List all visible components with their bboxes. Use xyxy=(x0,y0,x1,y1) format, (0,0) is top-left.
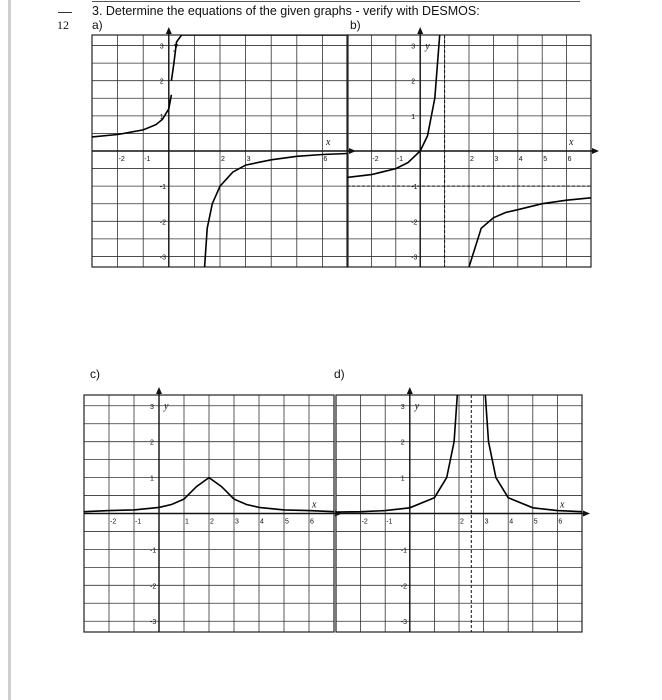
y-tick-label: 2 xyxy=(411,78,416,86)
x-tick-label: 6 xyxy=(310,518,314,526)
y-tick-label: 1 xyxy=(400,475,405,483)
curve-b-1 xyxy=(347,35,440,177)
x-tick-label: 2 xyxy=(470,156,474,163)
x-tick-label: 6 xyxy=(567,156,572,163)
y-tick-label: 2 xyxy=(159,78,164,86)
x-axis-label-a: x xyxy=(326,137,331,148)
y-tick-label: 1 xyxy=(411,113,416,121)
y-tick-label: 3 xyxy=(159,43,164,51)
x-tick-label: -2 xyxy=(361,518,368,526)
y-axis-label-a: y xyxy=(173,41,179,52)
panel-label-a: a) xyxy=(92,18,103,32)
y-tick-label: -1 xyxy=(411,184,418,192)
y-axis-label-b: y xyxy=(425,41,430,52)
question-text: 3. Determine the equations of the given graphs - verify with DESMOS: xyxy=(92,4,480,18)
x-tick-label: -1 xyxy=(396,156,404,163)
y-tick-label: -3 xyxy=(150,619,157,627)
x-tick-label: 3 xyxy=(484,518,489,526)
y-axis-arrow-b xyxy=(417,27,423,34)
x-tick-label: 1 xyxy=(185,518,189,526)
x-tick-label: -2 xyxy=(110,518,117,526)
x-axis-label-c: x xyxy=(312,499,317,511)
x-tick-label: 2 xyxy=(460,518,464,526)
x-axis-label-d: x xyxy=(560,499,565,511)
x-tick-label: -1 xyxy=(386,518,393,526)
x-tick-label: -1 xyxy=(135,518,142,526)
y-tick-label: -2 xyxy=(150,583,157,591)
x-tick-label: -2 xyxy=(372,156,379,163)
panel-label-b: b) xyxy=(350,18,361,32)
x-tick-label: 3 xyxy=(235,518,239,526)
x-tick-label: 4 xyxy=(509,518,514,526)
x-axis-arrow-b xyxy=(592,148,599,154)
question-number-rule xyxy=(58,12,72,13)
y-axis-arrow-d xyxy=(407,387,413,394)
y-tick-label: 3 xyxy=(411,43,416,51)
x-tick-label: 2 xyxy=(221,156,225,163)
x-axis-label-b: x xyxy=(569,137,574,148)
x-axis-arrow-d xyxy=(583,511,590,517)
y-tick-label: -2 xyxy=(411,219,418,227)
graph-b xyxy=(347,35,591,267)
x-tick-label: 4 xyxy=(518,156,523,163)
panel-label-d: d) xyxy=(334,367,345,381)
y-tick-label: -3 xyxy=(159,254,167,262)
x-tick-label: 5 xyxy=(285,518,289,526)
top-rule xyxy=(92,1,580,2)
y-tick-label: -2 xyxy=(159,219,167,227)
y-tick-label: -2 xyxy=(400,583,408,591)
y-tick-label: 2 xyxy=(400,439,405,447)
left-margin-bar xyxy=(8,0,11,700)
x-tick-label: 5 xyxy=(543,156,548,163)
y-tick-label: -3 xyxy=(411,254,418,262)
graph-d xyxy=(336,395,582,632)
x-tick-label: 6 xyxy=(558,518,563,526)
y-axis-arrow-a xyxy=(166,27,172,34)
x-tick-label: 2 xyxy=(210,518,214,526)
y-tick-label: -3 xyxy=(400,619,408,627)
x-tick-label: 3 xyxy=(246,156,251,163)
y-tick-label: 1 xyxy=(150,475,154,483)
y-tick-label: 2 xyxy=(150,439,154,447)
y-tick-label: -1 xyxy=(159,184,167,192)
curve-a-2 xyxy=(171,35,348,81)
y-axis-arrow-c xyxy=(156,387,162,394)
y-tick-label: 3 xyxy=(150,403,154,411)
x-tick-label: 3 xyxy=(494,156,499,163)
x-tick-label: -2 xyxy=(118,156,125,163)
x-tick-label: 6 xyxy=(323,156,328,163)
panel-label-c: c) xyxy=(90,367,100,381)
y-axis-label-c: y xyxy=(164,401,169,412)
question-number: 12 xyxy=(57,18,69,32)
y-axis-label-d: y xyxy=(414,401,420,412)
x-tick-label: 4 xyxy=(260,518,264,526)
graph-a xyxy=(92,35,348,267)
x-tick-label: -1 xyxy=(144,156,151,163)
y-tick-label: -1 xyxy=(400,547,408,555)
x-tick-label: 5 xyxy=(533,518,538,526)
y-tick-label: 1 xyxy=(159,113,164,121)
y-tick-label: 3 xyxy=(400,403,405,411)
curve-a-3 xyxy=(205,154,348,268)
y-tick-label: -1 xyxy=(150,547,157,555)
graph-c xyxy=(84,395,334,632)
